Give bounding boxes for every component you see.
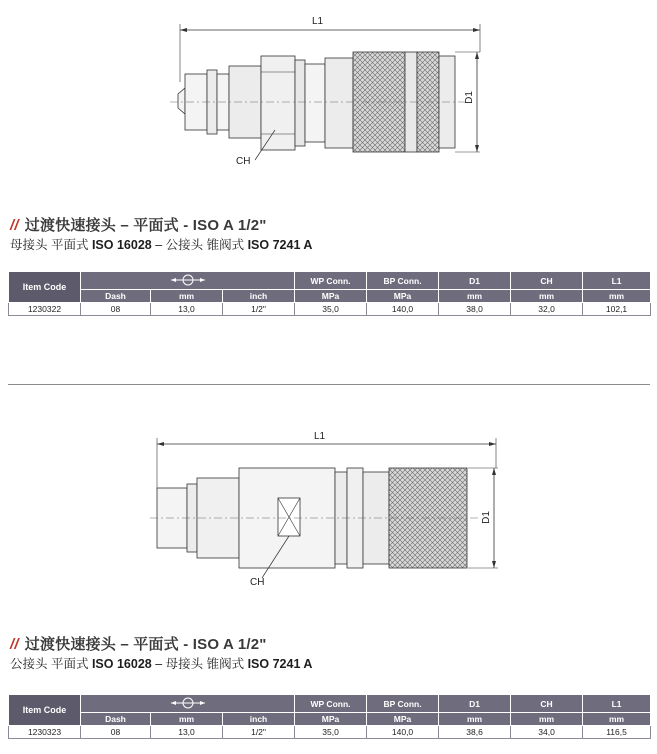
cell-l1: 102,1 — [583, 303, 651, 316]
subtitle-standard: ISO 7241 A — [247, 238, 313, 252]
subtitle-part: – 公接头 锥阀式 — [151, 238, 248, 252]
subtitle-standard: ISO 16028 — [91, 657, 152, 671]
coupling-drawing-1 — [0, 0, 657, 185]
header-ch: CH — [511, 272, 583, 290]
cell-wp: 35,0 — [295, 726, 367, 739]
spec-table-1 — [8, 271, 651, 316]
cell-bp: 140,0 — [367, 726, 439, 739]
cell-ch: 34,0 — [511, 726, 583, 739]
spec-table-2 — [8, 694, 651, 739]
section-subtitle-1 — [10, 235, 312, 253]
cell-item-code: 1230322 — [9, 303, 81, 316]
subtitle-part: – 母接头 锥阀式 — [151, 657, 248, 671]
header-mm: mm — [439, 713, 511, 726]
header-dash: Dash — [81, 713, 151, 726]
header-d1: D1 — [439, 272, 511, 290]
cell-d1: 38,6 — [439, 726, 511, 739]
header-item-code: Item Code — [9, 272, 81, 303]
header-mpa: MPa — [295, 290, 367, 303]
cell-dash: 08 — [81, 303, 151, 316]
dimension-hex-label-1: CH — [236, 156, 251, 167]
thread-size-icon — [171, 274, 205, 286]
coupling-drawing-2 — [0, 400, 657, 600]
cell-mm: 13,0 — [151, 726, 223, 739]
header-thread-size — [81, 695, 295, 713]
header-mm: mm — [511, 713, 583, 726]
header-wp-conn: WP Conn. — [295, 695, 367, 713]
cell-ch: 32,0 — [511, 303, 583, 316]
table-row — [9, 303, 651, 316]
header-mm: mm — [583, 290, 651, 303]
header-mm: mm — [151, 290, 223, 303]
header-mpa: MPa — [295, 713, 367, 726]
header-bp-conn: BP Conn. — [367, 272, 439, 290]
section-title-1 — [10, 214, 267, 235]
cell-wp: 35,0 — [295, 303, 367, 316]
header-l1: L1 — [583, 695, 651, 713]
section-title-2 — [10, 633, 267, 654]
header-thread-size — [81, 272, 295, 290]
header-mpa: MPa — [367, 713, 439, 726]
subtitle-part: 公接头 平面式 — [10, 657, 92, 671]
header-mm: mm — [151, 713, 223, 726]
dimension-diameter-label-1: D1 — [463, 91, 475, 104]
table-row — [9, 726, 651, 739]
header-l1: L1 — [583, 272, 651, 290]
header-mm: mm — [511, 290, 583, 303]
header-wp-conn: WP Conn. — [295, 272, 367, 290]
header-mm: mm — [439, 290, 511, 303]
cell-inch: 1/2" — [223, 726, 295, 739]
subtitle-part: 母接头 平面式 — [10, 238, 92, 252]
dimension-length-label-2: L1 — [314, 431, 326, 442]
thread-size-icon — [171, 697, 205, 709]
header-item-code: Item Code — [9, 695, 81, 726]
cell-dash: 08 — [81, 726, 151, 739]
title-slash-mark: // — [10, 636, 19, 653]
cell-item-code: 1230323 — [9, 726, 81, 739]
header-mm: mm — [583, 713, 651, 726]
cell-bp: 140,0 — [367, 303, 439, 316]
header-mpa: MPa — [367, 290, 439, 303]
section-divider — [8, 384, 650, 385]
cell-inch: 1/2" — [223, 303, 295, 316]
section-subtitle-2 — [10, 654, 312, 672]
section-title-text: 过渡快速接头 – 平面式 - ISO A 1/2" — [24, 217, 267, 234]
cell-d1: 38,0 — [439, 303, 511, 316]
header-dash: Dash — [81, 290, 151, 303]
dimension-diameter-label-2: D1 — [480, 511, 492, 524]
cell-mm: 13,0 — [151, 303, 223, 316]
subtitle-standard: ISO 7241 A — [247, 657, 313, 671]
header-inch: inch — [223, 713, 295, 726]
cell-l1: 116,5 — [583, 726, 651, 739]
header-bp-conn: BP Conn. — [367, 695, 439, 713]
section-title-text: 过渡快速接头 – 平面式 - ISO A 1/2" — [24, 636, 267, 653]
title-slash-mark: // — [10, 217, 19, 234]
dimension-hex-label-2: CH — [250, 577, 265, 588]
dimension-length-label-1: L1 — [312, 16, 324, 27]
subtitle-standard: ISO 16028 — [91, 238, 152, 252]
header-ch: CH — [511, 695, 583, 713]
header-d1: D1 — [439, 695, 511, 713]
header-inch: inch — [223, 290, 295, 303]
